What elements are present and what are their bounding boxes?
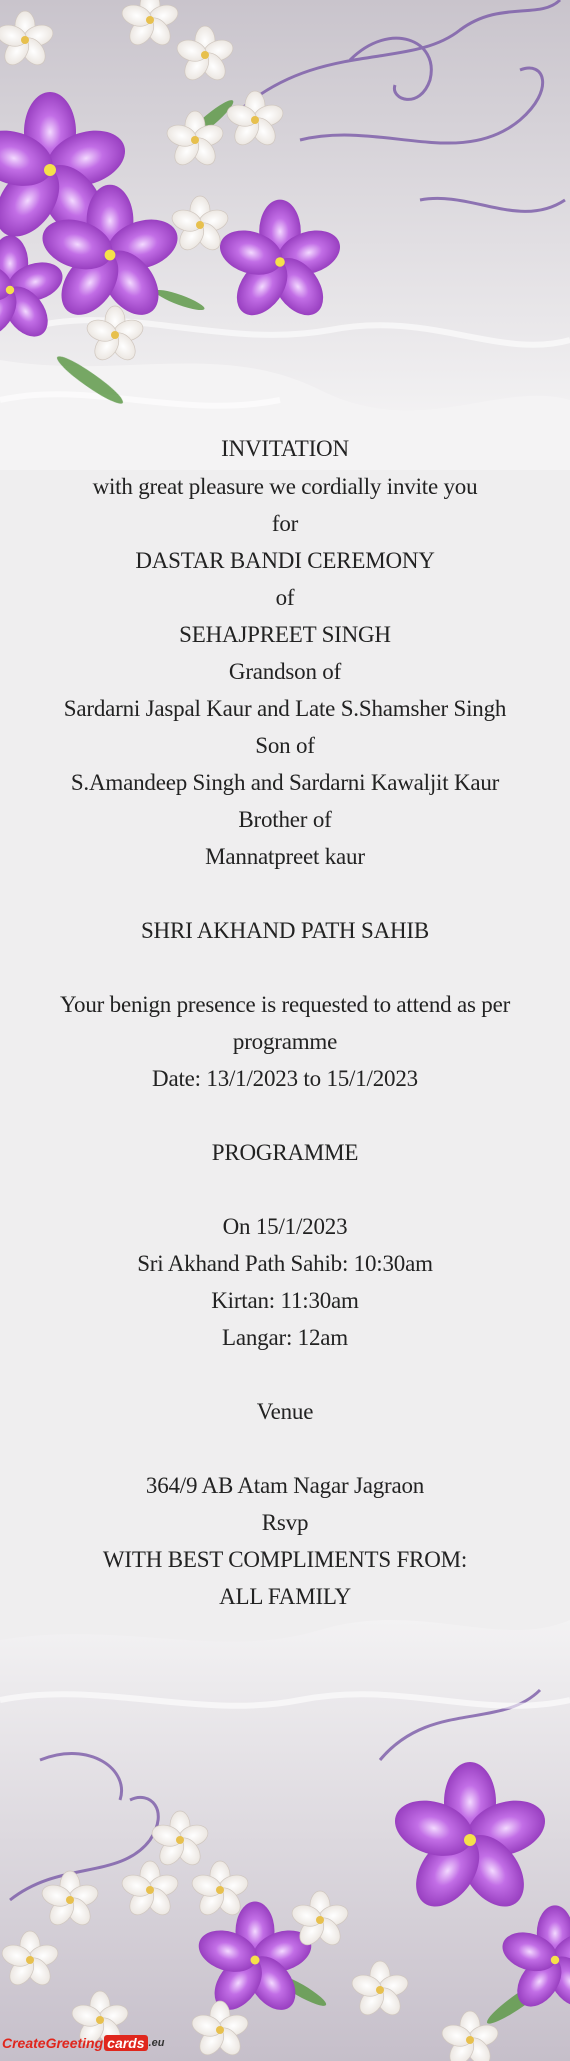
programme-item-kirtan: Kirtan: 11:30am bbox=[211, 1288, 359, 1313]
event-name: SHRI AKHAND PATH SAHIB bbox=[140, 918, 430, 943]
venue-label: Venue bbox=[256, 1399, 314, 1424]
event-date: Date: 13/1/2023 to 15/1/2023 bbox=[152, 1066, 418, 1091]
venue-address: 364/9 AB Atam Nagar Jagraon bbox=[145, 1473, 425, 1498]
watermark-brand-part1: CreateGreeting bbox=[2, 2035, 104, 2051]
programme-item-langar: Langar: 12am bbox=[222, 1325, 348, 1350]
invitation-intro: with great pleasure we cordially invite you bbox=[92, 474, 478, 499]
son-of-label: Son of bbox=[255, 733, 315, 758]
honoree-name: SEHAJPREET SINGH bbox=[179, 622, 391, 647]
programme-date: On 15/1/2023 bbox=[222, 1214, 348, 1239]
programme-heading: PROGRAMME bbox=[211, 1140, 359, 1165]
watermark-brand-part3: .eu bbox=[148, 2037, 165, 2049]
compliments-heading: WITH BEST COMPLIMENTS FROM: bbox=[102, 1547, 468, 1572]
compliments-from: ALL FAMILY bbox=[219, 1584, 351, 1609]
grandparents-names: Sardarni Jaspal Kaur and Late S.Shamsher Singh bbox=[63, 696, 507, 721]
request-text-continued: programme bbox=[232, 1029, 338, 1054]
ceremony-name: DASTAR BANDI CEREMONY bbox=[135, 548, 435, 573]
invitation-of: of bbox=[275, 585, 295, 610]
grandson-of-label: Grandson of bbox=[228, 659, 342, 684]
programme-item-path: Sri Akhand Path Sahib: 10:30am bbox=[137, 1251, 433, 1276]
watermark-brand-part2: cards bbox=[104, 2035, 147, 2051]
invitation-heading: INVITATION bbox=[221, 436, 349, 461]
watermark-logo[interactable] bbox=[2, 2028, 164, 2058]
request-text: Your benign presence is requested to attend as per bbox=[59, 992, 511, 1017]
invitation-for: for bbox=[271, 511, 299, 536]
rsvp-label: Rsvp bbox=[261, 1510, 309, 1535]
parents-names: S.Amandeep Singh and Sardarni Kawaljit Kaur bbox=[70, 770, 500, 795]
sibling-name: Mannatpreet kaur bbox=[205, 844, 365, 869]
brother-of-label: Brother of bbox=[238, 807, 332, 832]
